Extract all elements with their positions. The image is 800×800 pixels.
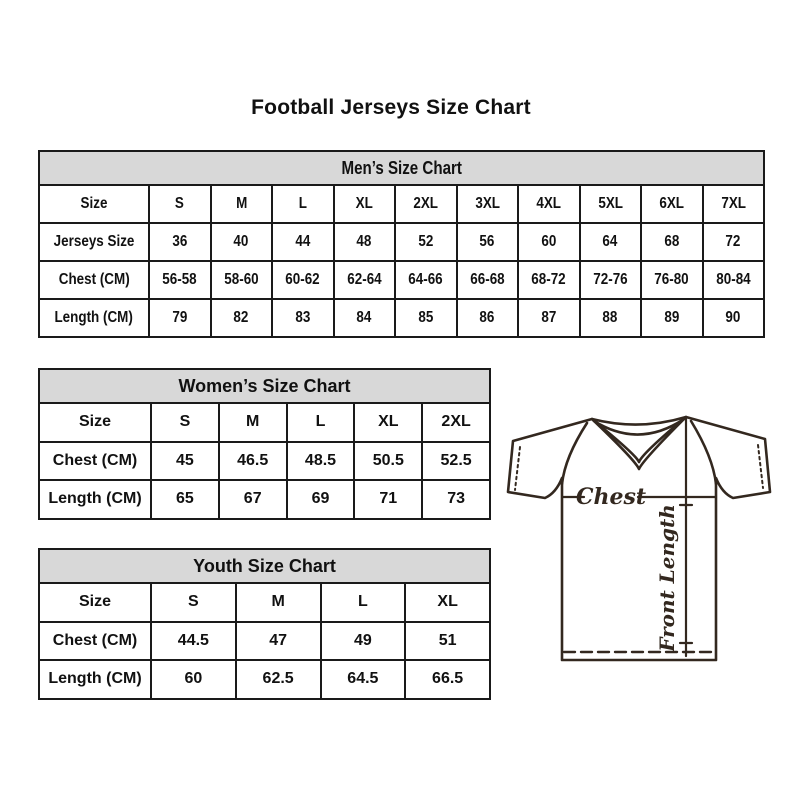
table-row bbox=[39, 442, 490, 481]
row-header-label: Length (CM) bbox=[54, 309, 134, 326]
table-row bbox=[39, 583, 490, 622]
column-header bbox=[211, 185, 273, 223]
data-cell bbox=[151, 442, 219, 481]
cell-value: 64.5 bbox=[347, 670, 379, 688]
data-cell bbox=[287, 480, 355, 519]
cell-value: 47 bbox=[269, 631, 288, 649]
cell-value: 69 bbox=[311, 490, 330, 508]
data-cell bbox=[580, 299, 642, 337]
cell-value: 52.5 bbox=[440, 451, 472, 469]
column-header bbox=[334, 185, 396, 223]
cell-value: 76-80 bbox=[654, 271, 689, 288]
cell-value: 62-64 bbox=[347, 271, 382, 288]
cell-value: 89 bbox=[664, 309, 680, 326]
data-cell bbox=[219, 442, 287, 481]
cell-value: 51 bbox=[438, 631, 457, 649]
column-header-label: XL bbox=[355, 195, 373, 212]
cell-value: 66.5 bbox=[432, 670, 464, 688]
row-header bbox=[39, 403, 151, 442]
column-header bbox=[518, 185, 580, 223]
cell-value: 79 bbox=[172, 309, 188, 326]
cell-value: 85 bbox=[418, 309, 434, 326]
data-cell bbox=[149, 223, 211, 261]
youth-table-title-cell bbox=[39, 549, 490, 583]
table-row bbox=[39, 660, 490, 699]
data-cell bbox=[457, 261, 519, 299]
row-header bbox=[39, 622, 151, 661]
cell-value: 87 bbox=[541, 309, 557, 326]
womens-table-title: Women’s Size Chart bbox=[178, 375, 351, 396]
column-header-label: XL bbox=[378, 413, 399, 431]
column-header bbox=[321, 583, 406, 622]
data-cell bbox=[422, 442, 490, 481]
data-cell bbox=[272, 299, 334, 337]
cell-value: 64 bbox=[602, 233, 618, 250]
column-header-label: M bbox=[235, 195, 247, 212]
data-cell bbox=[211, 223, 273, 261]
table-row bbox=[39, 299, 764, 337]
data-cell bbox=[641, 261, 703, 299]
womens-table-title-cell bbox=[39, 369, 490, 403]
column-header-label: L bbox=[298, 195, 307, 212]
cell-value: 58-60 bbox=[224, 271, 259, 288]
column-header bbox=[641, 185, 703, 223]
data-cell bbox=[422, 480, 490, 519]
data-cell bbox=[272, 223, 334, 261]
row-header-label: Size bbox=[78, 593, 111, 611]
data-cell bbox=[334, 223, 396, 261]
column-header-label: M bbox=[246, 413, 260, 431]
cell-value: 60 bbox=[184, 670, 203, 688]
row-header-label: Chest (CM) bbox=[58, 271, 130, 288]
cell-value: 84 bbox=[356, 309, 372, 326]
data-cell bbox=[457, 223, 519, 261]
row-header-label: Jerseys Size bbox=[53, 233, 135, 250]
cell-value: 71 bbox=[379, 490, 398, 508]
row-header bbox=[39, 185, 149, 223]
data-cell bbox=[641, 223, 703, 261]
column-header-label: 5XL bbox=[597, 195, 623, 212]
column-header-label: L bbox=[357, 593, 368, 611]
cell-value: 66-68 bbox=[470, 271, 505, 288]
cell-value: 82 bbox=[233, 309, 249, 326]
data-cell bbox=[287, 442, 355, 481]
data-cell bbox=[703, 223, 765, 261]
cell-value: 44 bbox=[295, 233, 311, 250]
cell-value: 73 bbox=[447, 490, 465, 508]
data-cell bbox=[151, 660, 236, 699]
cell-value: 90 bbox=[725, 309, 741, 326]
row-header-label: Length (CM) bbox=[48, 670, 142, 688]
column-header-label: S bbox=[188, 593, 199, 611]
column-header-label: S bbox=[175, 195, 185, 212]
row-header bbox=[39, 299, 149, 337]
cell-value: 80-84 bbox=[716, 271, 751, 288]
row-header bbox=[39, 583, 151, 622]
column-header bbox=[580, 185, 642, 223]
table-row bbox=[39, 480, 490, 519]
row-header-label: Size bbox=[78, 413, 111, 431]
cell-value: 72 bbox=[725, 233, 741, 250]
cell-value: 88 bbox=[602, 309, 618, 326]
cell-value: 60 bbox=[541, 233, 557, 250]
column-header bbox=[272, 185, 334, 223]
data-cell bbox=[457, 299, 519, 337]
column-header bbox=[149, 185, 211, 223]
cell-value: 68-72 bbox=[531, 271, 566, 288]
column-header-label: 6XL bbox=[659, 195, 685, 212]
data-cell bbox=[354, 442, 422, 481]
data-cell bbox=[334, 299, 396, 337]
page-title: Football Jerseys Size Chart bbox=[251, 96, 531, 119]
data-cell bbox=[580, 261, 642, 299]
cell-value: 72-76 bbox=[593, 271, 628, 288]
column-header bbox=[703, 185, 765, 223]
data-cell bbox=[354, 480, 422, 519]
column-header-label: 4XL bbox=[536, 195, 562, 212]
row-header-label: Length (CM) bbox=[48, 490, 142, 508]
data-cell bbox=[580, 223, 642, 261]
column-header bbox=[219, 403, 287, 442]
mens-table-title-cell bbox=[39, 151, 764, 185]
data-cell bbox=[395, 261, 457, 299]
cell-value: 56 bbox=[479, 233, 495, 250]
data-cell bbox=[149, 261, 211, 299]
column-header-label: 2XL bbox=[441, 413, 471, 431]
data-cell bbox=[703, 261, 765, 299]
data-cell bbox=[211, 261, 273, 299]
data-cell bbox=[149, 299, 211, 337]
column-header bbox=[236, 583, 321, 622]
data-cell bbox=[395, 223, 457, 261]
row-header bbox=[39, 442, 151, 481]
cell-value: 48.5 bbox=[304, 451, 337, 469]
cell-value: 36 bbox=[172, 233, 188, 250]
column-header bbox=[395, 185, 457, 223]
row-header bbox=[39, 660, 151, 699]
cell-value: 48 bbox=[356, 233, 372, 250]
cell-value: 44.5 bbox=[177, 631, 209, 649]
table-row bbox=[39, 261, 764, 299]
data-cell bbox=[236, 660, 321, 699]
data-cell bbox=[211, 299, 273, 337]
mens-table-title: Men’s Size Chart bbox=[341, 157, 462, 178]
column-header-label: M bbox=[271, 593, 285, 611]
data-cell bbox=[518, 223, 580, 261]
data-cell bbox=[518, 261, 580, 299]
data-cell bbox=[518, 299, 580, 337]
column-header bbox=[287, 403, 355, 442]
youth-size-table bbox=[38, 548, 491, 700]
cell-value: 50.5 bbox=[372, 451, 404, 469]
row-header bbox=[39, 223, 149, 261]
row-header-label: Size bbox=[80, 195, 108, 212]
row-header bbox=[39, 261, 149, 299]
data-cell bbox=[219, 480, 287, 519]
cell-value: 45 bbox=[176, 451, 194, 469]
column-header bbox=[422, 403, 490, 442]
column-header bbox=[457, 185, 519, 223]
jersey-measurement-diagram bbox=[505, 402, 775, 670]
data-cell bbox=[321, 660, 406, 699]
cell-value: 62.5 bbox=[262, 670, 294, 688]
table-row bbox=[39, 622, 490, 661]
cell-value: 49 bbox=[353, 631, 372, 649]
data-cell bbox=[272, 261, 334, 299]
data-cell bbox=[236, 622, 321, 661]
table-row bbox=[39, 403, 490, 442]
front-length-label: Front Length bbox=[655, 504, 679, 652]
jersey-outline bbox=[508, 417, 770, 660]
cell-value: 64-66 bbox=[408, 271, 443, 288]
row-header-label: Chest (CM) bbox=[52, 631, 138, 649]
cell-value: 86 bbox=[479, 309, 495, 326]
column-header-label: XL bbox=[437, 593, 458, 611]
column-header bbox=[405, 583, 490, 622]
data-cell bbox=[151, 480, 219, 519]
cell-value: 83 bbox=[295, 309, 311, 326]
column-header-label: 7XL bbox=[720, 195, 746, 212]
data-cell bbox=[405, 622, 490, 661]
data-cell bbox=[334, 261, 396, 299]
row-header-label: Chest (CM) bbox=[52, 451, 138, 469]
table-row bbox=[39, 185, 764, 223]
column-header-label: 3XL bbox=[474, 195, 500, 212]
column-header-label: L bbox=[315, 413, 326, 431]
data-cell bbox=[321, 622, 406, 661]
table-row bbox=[39, 223, 764, 261]
row-header bbox=[39, 480, 151, 519]
cell-value: 68 bbox=[664, 233, 680, 250]
data-cell bbox=[703, 299, 765, 337]
data-cell bbox=[405, 660, 490, 699]
mens-size-table bbox=[38, 150, 765, 338]
chest-label: Chest bbox=[575, 484, 647, 510]
cell-value: 60-62 bbox=[285, 271, 320, 288]
data-cell bbox=[395, 299, 457, 337]
youth-table-title: Youth Size Chart bbox=[193, 555, 336, 576]
cell-value: 67 bbox=[243, 490, 262, 508]
data-cell bbox=[641, 299, 703, 337]
column-header bbox=[151, 403, 219, 442]
cell-value: 40 bbox=[233, 233, 249, 250]
column-header-label: S bbox=[179, 413, 191, 431]
column-header bbox=[354, 403, 422, 442]
cell-value: 46.5 bbox=[237, 451, 269, 469]
column-header-label: 2XL bbox=[413, 195, 439, 212]
cell-value: 52 bbox=[418, 233, 434, 250]
column-header bbox=[151, 583, 236, 622]
data-cell bbox=[151, 622, 236, 661]
cell-value: 56-58 bbox=[162, 271, 197, 288]
womens-size-table bbox=[38, 368, 491, 520]
cell-value: 65 bbox=[176, 490, 194, 508]
